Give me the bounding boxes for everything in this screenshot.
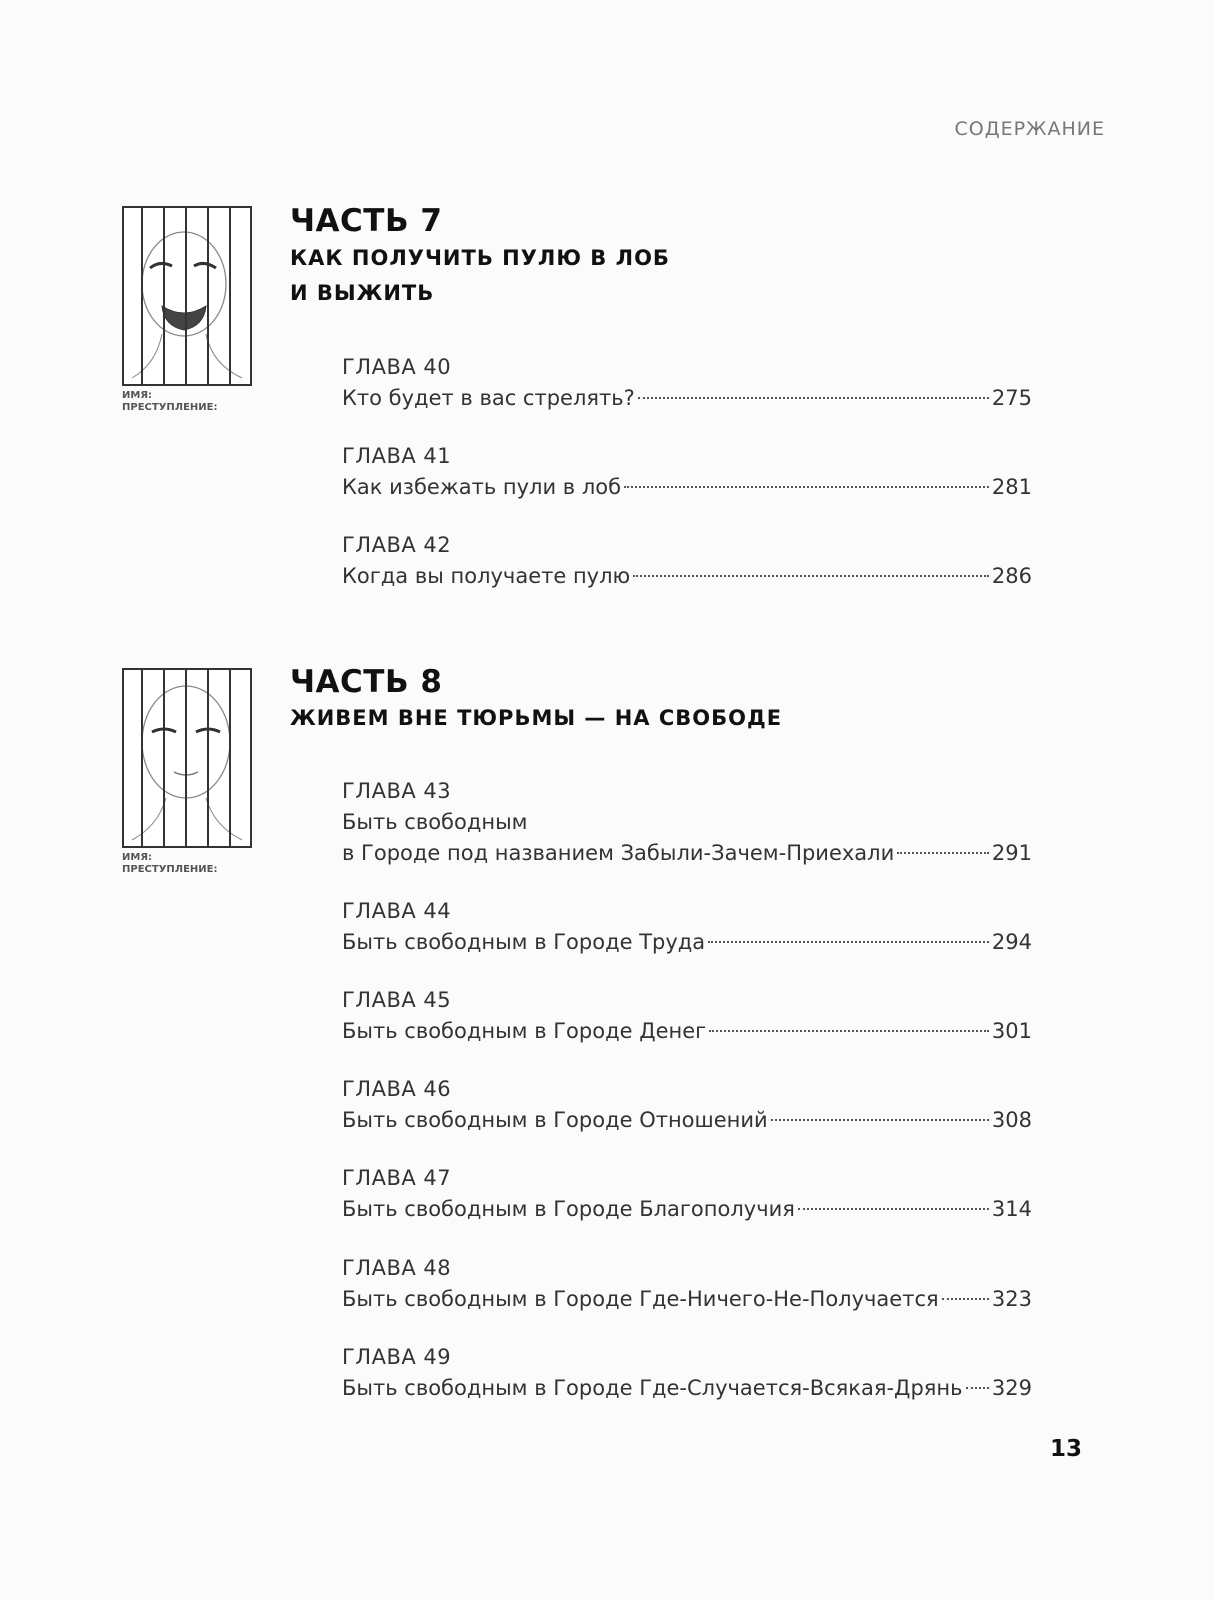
chapter-title: Быть свободным в Городе Труда [342,930,706,954]
toc-entry[interactable] [342,441,1032,503]
chapter-label: ГЛАВА 45 [342,988,452,1012]
page-ref: 294 [991,930,1032,954]
chapter-label: ГЛАВА 44 [342,899,452,923]
page-number: 13 [1050,1436,1083,1462]
dot-leader [966,1387,989,1389]
page-ref: 275 [991,386,1032,410]
chapter-label: ГЛАВА 40 [342,355,452,379]
dot-leader [638,397,989,399]
toc-entry[interactable] [342,985,1032,1047]
dot-leader [624,486,989,488]
chapter-title: Быть свободным в Городе Где-Ничего-Не-Получается [342,1287,939,1311]
part-title: ЧАСТЬ 8 [290,664,443,700]
chapter-label: ГЛАВА 43 [342,779,452,803]
mugshot-illustration [122,668,262,876]
dot-leader [708,941,989,943]
toc-entry[interactable] [342,1163,1032,1225]
toc-entry[interactable] [342,530,1032,592]
caption-name-label: ИМЯ: [122,390,153,401]
chapter-title: Когда вы получаете пулю [342,564,631,588]
chapter-title: Как избежать пули в лоб [342,475,622,499]
toc-entry[interactable] [342,1253,1032,1315]
toc-entry[interactable] [342,1074,1032,1136]
part-subtitle-line: ЖИВЕМ ВНЕ ТЮРЬМЫ — НА СВОБОДЕ [290,706,783,730]
page-ref: 329 [991,1376,1032,1400]
dot-leader [942,1298,989,1300]
chapter-label: ГЛАВА 47 [342,1166,452,1190]
prisoner-sketch-icon [122,668,252,848]
dot-leader [633,575,989,577]
page-ref: 314 [991,1197,1032,1221]
chapter-label: ГЛАВА 42 [342,533,452,557]
prisoner-sketch-icon [122,206,252,386]
page-ref: 301 [991,1019,1032,1043]
page-ref: 286 [991,564,1032,588]
page-ref: 281 [991,475,1032,499]
chapter-title: Быть свободным в Городе Денег [342,1019,707,1043]
chapter-title: в Городе под названием Забыли-Зачем-Приехали [342,841,895,865]
part-subtitle-line: КАК ПОЛУЧИТЬ ПУЛЮ В ЛОБ [290,246,670,270]
mugshot-caption [122,390,262,414]
chapter-title: Кто будет в вас стрелять? [342,386,635,410]
toc-entry[interactable] [342,1342,1032,1404]
dot-leader [798,1208,989,1210]
page-ref: 291 [991,841,1032,865]
toc-entry[interactable] [342,776,1032,869]
caption-crime-label: ПРЕСТУПЛЕНИЕ: [122,402,218,413]
running-head: СОДЕРЖАНИЕ [954,118,1105,140]
mugshot-caption [122,852,262,876]
chapter-label: ГЛАВА 41 [342,444,452,468]
chapter-title-line: Быть свободным [342,810,528,834]
dot-leader [771,1119,989,1121]
part-subtitle-line: И ВЫЖИТЬ [290,281,435,305]
chapter-label: ГЛАВА 46 [342,1077,452,1101]
caption-crime-label: ПРЕСТУПЛЕНИЕ: [122,864,218,875]
chapter-title: Быть свободным в Городе Отношений [342,1108,768,1132]
toc-entry[interactable] [342,896,1032,958]
chapter-title: Быть свободным в Городе Где-Случается-Всякая-Дрянь [342,1376,963,1400]
dot-leader [897,852,989,854]
caption-name-label: ИМЯ: [122,852,153,863]
toc-entry[interactable] [342,352,1032,414]
page-ref: 308 [991,1108,1032,1132]
part-title: ЧАСТЬ 7 [290,203,443,239]
chapter-label: ГЛАВА 48 [342,1256,452,1280]
page-ref: 323 [991,1287,1032,1311]
chapter-label: ГЛАВА 49 [342,1345,452,1369]
dot-leader [709,1030,989,1032]
chapter-title: Быть свободным в Городе Благополучия [342,1197,795,1221]
mugshot-illustration [122,206,262,414]
